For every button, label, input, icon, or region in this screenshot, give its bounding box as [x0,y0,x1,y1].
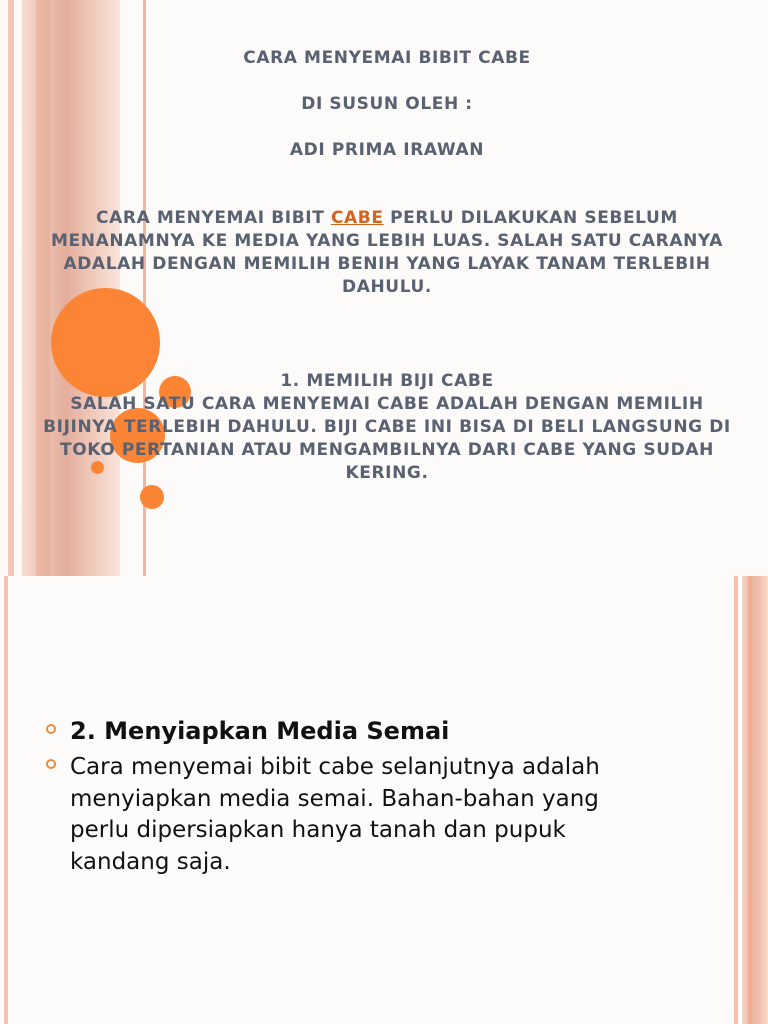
decorative-stripe [742,576,768,1024]
cabe-link[interactable]: CABE [330,208,384,228]
bullet-list [44,716,664,878]
decorative-stripe [748,576,752,1024]
decorative-stripe [734,576,738,1024]
step-2-body: Cara menyemai bibit cabe selanjutnya adalah menyiapkan media semai. Bahan-bahan yang perlu dipersiapkan hanya tanah dan pupuk kandang saja. [70,754,600,875]
bullet-ring-icon [46,724,56,734]
decorative-stripe [4,576,8,1024]
author-label: DI SUSUN OLEH : [301,94,473,114]
bullet-item [44,752,664,878]
step-2-heading: 2. Menyiapkan Media Semai [70,717,450,745]
step-1-block [30,370,744,485]
bullet-item [44,716,664,746]
bullet-ring-icon [46,759,56,769]
decorative-circle-small [140,485,164,509]
author-name: ADI PRIMA IRAWAN [289,140,485,160]
slide-title: CARA MENYEMAI BIBIT CABE [243,48,531,68]
step-1-heading: 1. MEMILIH BIJI CABE [280,371,494,391]
decorative-stripe [8,0,14,576]
intro-paragraph [30,207,744,299]
intro-text-start: CARA MENYEMAI BIBIT [96,208,331,228]
intro-text-end: PERLU DILAKUKAN SEBELUM MENANAMNYA KE MEDIA YANG LEBIH LUAS. SALAH SATU CARANYA ADALAH DENGAN MEMILIH BENIH YANG LAYAK TANAM TERLEBIH DAHULU. [51,208,723,297]
step-1-body: SALAH SATU CARA MENYEMAI CABE ADALAH DENGAN MEMILIH BIJINYA TERLEBIH DAHULU. BIJI CABE INI BISA DI BELI LANGSUNG DI TOKO PERTANIAN ATAU MENGAMBILNYA DARI CABE YANG SUDAH KERING. [43,394,731,483]
